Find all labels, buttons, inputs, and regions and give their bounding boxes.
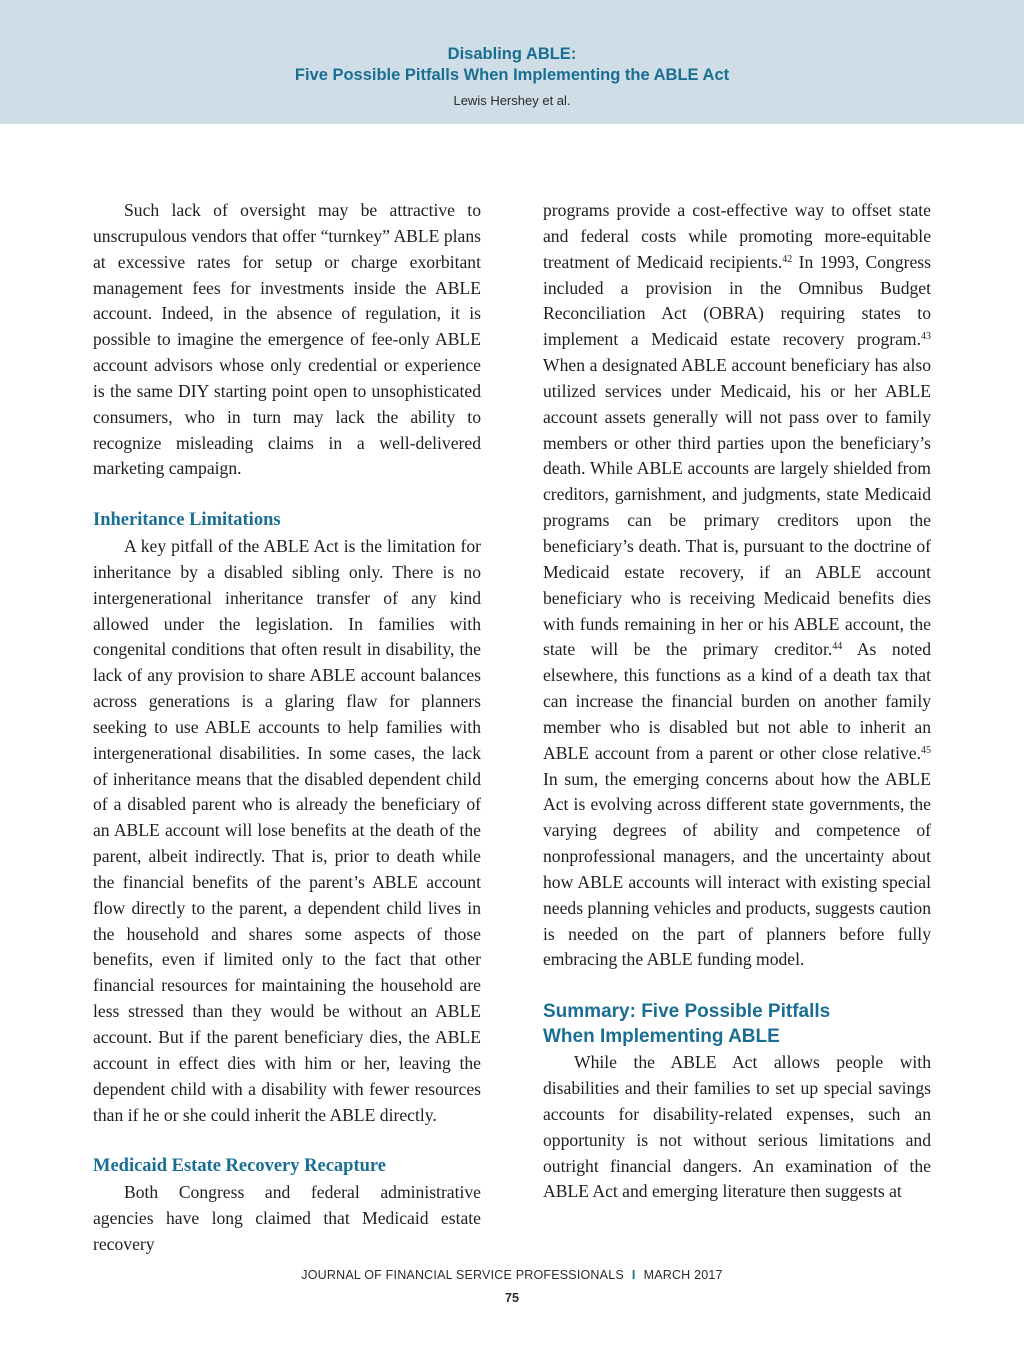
footer-date: MARCH 2017 bbox=[643, 1268, 723, 1282]
footnote-ref-43: 43 bbox=[921, 331, 931, 343]
heading-summary-line2: When Implementing ABLE bbox=[543, 1026, 780, 1048]
paragraph-summary: While the ABLE Act allows people with disabilities and their families to set up special savings accounts for disability-related expenses, such an opportunity is not without serious limitations and outright financial dangers. An examination of the ABLE Act and emerging literature then suggests at bbox=[543, 1052, 931, 1202]
header-author: Lewis Hershey et al. bbox=[453, 93, 571, 108]
text-run: When a designated ABLE account beneficiary has also utilized services under Medicaid, his or her ABLE account assets generally will not pass over to family members or other third parties upon the beneficiary’s death. While ABLE accounts are largely shielded from creditors, garnishment, and judgments, state Medicaid programs can be primary creditors upon the beneficiary’s death. That is, pursuant to the doctrine of Medicaid estate recovery, if an ABLE account beneficiary who is receiving Medicaid benefits dies with funds remaining in her or his ABLE account, the state will be the primary creditor. bbox=[543, 355, 931, 660]
footnote-ref-44: 44 bbox=[832, 641, 843, 653]
heading-medicaid-estate-recovery: Medicaid Estate Recovery Recapture bbox=[93, 1156, 387, 1177]
paragraph-inheritance: A key pitfall of the ABLE Act is the limitation for inheritance by a disabled sibling only. There is no intergenerational inheritance transfer of any kind allowed under the legislation. In families with congenital conditions that often result in disability, the lack of any provision to share ABLE account balances across generations is a glaring flaw for planners seeking to use ABLE accounts to help families with intergenerational disabilities. In some cases, the lack of inheritance means that the disabled dependent child of a disabled parent who is already the beneficiary of an ABLE account will lose benefits at the death of the parent, albeit indirectly. That is, prior to death while the financial benefits of the parent’s ABLE account flow directly to the parent, a dependent child lives in the household and shares some aspects of those benefits, even if limited only to the fact that other financial resources for maintaining the household are less stressed than they would be without an ABLE account. But if the parent beneficiary dies, the ABLE account in effect dies with him or her, leaving the dependent child with a disability with fewer resources than if he or she could inherit the ABLE directly. bbox=[93, 535, 481, 1125]
paragraph-medicaid-start: Both Congress and federal administrative agencies have long claimed that Medicaid estate recovery bbox=[93, 1182, 481, 1254]
running-header bbox=[0, 0, 1024, 124]
footnote-ref-42: 42 bbox=[782, 253, 793, 265]
text-run: programs provide a cost-effective way to offset state and federal costs while promoting more-equitable treatment of Medicaid recipients. bbox=[543, 200, 931, 272]
running-footer bbox=[0, 1268, 1024, 1282]
text-run: In 1993, Congress included a provision in the Omnibus Budget Reconciliation Act (OBRA) requiring states to implement a Medicaid estate recovery program. bbox=[543, 251, 931, 350]
left-column bbox=[93, 198, 481, 1258]
header-title-line1: Disabling ABLE: bbox=[447, 45, 577, 63]
heading-inheritance-limitations: Inheritance Limitations bbox=[93, 510, 281, 531]
text-run: In sum, the emerging concerns about how the ABLE Act is evolving across different state governments, the varying degrees of ability and competence of nonprofessional managers, and the uncertainty about how ABLE accounts will interact with existing special needs planning vehicles and products, suggests caution is needed on the part of planners before fully embracing the ABLE funding model. bbox=[543, 768, 931, 970]
page-number: 75 bbox=[505, 1291, 519, 1305]
footer-journal: JOURNAL OF FINANCIAL SERVICE PROFESSIONALS bbox=[301, 1268, 624, 1282]
heading-summary-line1: Summary: Five Possible Pitfalls bbox=[543, 1001, 831, 1023]
footer-separator: I bbox=[631, 1268, 636, 1282]
paragraph-medicaid-continued bbox=[543, 198, 931, 973]
footnote-ref-45: 45 bbox=[921, 744, 931, 756]
text-run: As noted elsewhere, this functions as a kind of a death tax that can increase the financial burden on another family member who is disabled but not able to inherit an ABLE account from a parent or other close relative. bbox=[543, 639, 932, 763]
right-column bbox=[543, 198, 931, 1205]
paragraph-oversight: Such lack of oversight may be attractive to unscrupulous vendors that offer “turnkey” ABLE plans at excessive rates for setup or charge exorbitant management fees for investments inside the ABLE account. Indeed, in the absence of regulation, it is possible to imagine the emergence of fee-only ABLE account advisors whose only credential or experience is the same DIY starting point open to unsophisticated consumers, who in turn may lack the ability to recognize misleading claims in a well-delivered marketing campaign. bbox=[93, 200, 481, 479]
header-title-line2: Five Possible Pitfalls When Implementing the ABLE Act bbox=[294, 66, 730, 84]
